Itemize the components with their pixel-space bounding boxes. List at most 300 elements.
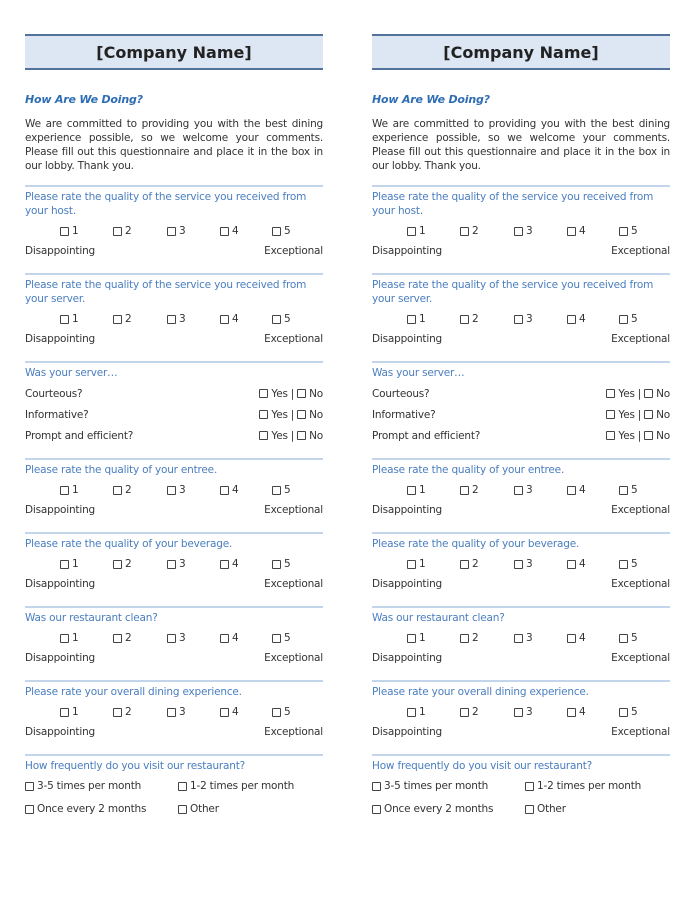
rating-option-4[interactable] bbox=[567, 221, 585, 241]
survey-section bbox=[25, 458, 323, 520]
checkbox[interactable] bbox=[619, 227, 628, 236]
checkbox[interactable] bbox=[272, 486, 281, 495]
frequency-row bbox=[25, 799, 323, 822]
rating-option-2[interactable] bbox=[460, 628, 478, 648]
rating-value: 5 bbox=[284, 706, 291, 718]
scale-high-label: Exceptional bbox=[264, 504, 323, 516]
no-label: No bbox=[656, 408, 670, 421]
rating-value: 5 bbox=[284, 632, 291, 644]
question-text: Please rate the quality of the service you received from your host. bbox=[25, 191, 307, 217]
survey-section bbox=[372, 680, 670, 742]
checkbox[interactable] bbox=[60, 634, 69, 643]
rating-option-3[interactable] bbox=[514, 628, 532, 648]
checkbox[interactable] bbox=[619, 708, 628, 717]
yesno-answers bbox=[606, 409, 670, 421]
rating-option-3[interactable] bbox=[167, 309, 185, 329]
rating-value: 3 bbox=[179, 632, 186, 644]
scale-labels bbox=[25, 329, 323, 349]
rating-option-1[interactable] bbox=[60, 480, 78, 500]
yesno-row bbox=[372, 425, 670, 446]
rating-option-4[interactable] bbox=[567, 554, 585, 574]
yesno-list bbox=[372, 383, 670, 446]
checkbox[interactable] bbox=[272, 227, 281, 236]
frequency-option[interactable] bbox=[525, 776, 641, 796]
checkbox[interactable] bbox=[606, 389, 615, 398]
rating-option-3[interactable] bbox=[514, 480, 532, 500]
rating-value: 3 bbox=[179, 313, 186, 325]
frequency-row bbox=[372, 799, 670, 822]
rating-option-2[interactable] bbox=[113, 309, 131, 329]
rating-option-1[interactable] bbox=[407, 702, 425, 722]
checkbox[interactable] bbox=[113, 486, 122, 495]
rating-options bbox=[25, 221, 323, 241]
rating-value: 5 bbox=[631, 225, 638, 237]
frequency-option-label: Other bbox=[190, 803, 219, 815]
question-text: How frequently do you visit our restaurant? bbox=[25, 760, 245, 772]
frequency-option[interactable] bbox=[178, 799, 219, 819]
checkbox[interactable] bbox=[514, 315, 523, 324]
rating-option-5[interactable] bbox=[272, 309, 290, 329]
rating-value: 4 bbox=[579, 706, 586, 718]
scale-labels bbox=[25, 722, 323, 742]
question-text: Please rate the quality of the service you received from your host. bbox=[372, 191, 654, 217]
rating-option-5[interactable] bbox=[272, 628, 290, 648]
rating-option-1[interactable] bbox=[407, 480, 425, 500]
rating-value: 5 bbox=[631, 313, 638, 325]
scale-labels bbox=[25, 648, 323, 668]
checkbox[interactable] bbox=[167, 560, 176, 569]
rating-option-2[interactable] bbox=[460, 480, 478, 500]
scale-low-label: Disappointing bbox=[372, 333, 442, 345]
frequency-option-label: 1-2 times per month bbox=[537, 780, 642, 792]
checkbox[interactable] bbox=[220, 315, 229, 324]
yes-label: Yes bbox=[271, 408, 288, 421]
rating-value: 1 bbox=[72, 632, 79, 644]
question-text: Please rate the quality of your beverage. bbox=[372, 538, 580, 550]
no-label: No bbox=[309, 387, 323, 400]
rating-option-2[interactable] bbox=[460, 309, 478, 329]
checkbox[interactable] bbox=[514, 227, 523, 236]
separator: | bbox=[290, 429, 295, 442]
yesno-item-label: Informative? bbox=[372, 408, 436, 421]
rating-value: 3 bbox=[526, 225, 533, 237]
rating-option-1[interactable] bbox=[60, 554, 78, 574]
yes-label: Yes bbox=[271, 387, 288, 400]
survey-section bbox=[372, 458, 670, 520]
checkbox[interactable] bbox=[297, 389, 306, 398]
checkbox[interactable] bbox=[460, 708, 469, 717]
survey-section bbox=[372, 361, 670, 446]
scale-high-label: Exceptional bbox=[264, 333, 323, 345]
scale-low-label: Disappointing bbox=[372, 652, 442, 664]
rating-options bbox=[372, 702, 670, 722]
frequency-option[interactable] bbox=[372, 776, 488, 796]
yesno-row bbox=[25, 383, 323, 404]
rating-option-5[interactable] bbox=[619, 221, 637, 241]
checkbox[interactable] bbox=[113, 708, 122, 717]
rating-option-5[interactable] bbox=[619, 480, 637, 500]
rating-value: 1 bbox=[419, 558, 426, 570]
rating-option-5[interactable] bbox=[272, 480, 290, 500]
rating-option-4[interactable] bbox=[220, 309, 238, 329]
rating-option-3[interactable] bbox=[167, 702, 185, 722]
scale-high-label: Exceptional bbox=[264, 652, 323, 664]
rating-option-4[interactable] bbox=[220, 628, 238, 648]
rating-option-2[interactable] bbox=[460, 221, 478, 241]
rating-option-5[interactable] bbox=[272, 554, 290, 574]
yesno-answers bbox=[259, 388, 323, 400]
rating-value: 5 bbox=[284, 484, 291, 496]
checkbox[interactable] bbox=[178, 805, 187, 814]
rating-value: 2 bbox=[125, 558, 132, 570]
rating-value: 2 bbox=[472, 558, 479, 570]
checkbox[interactable] bbox=[407, 708, 416, 717]
no-option[interactable] bbox=[297, 430, 323, 442]
rating-options bbox=[25, 628, 323, 648]
frequency-option-label: Once every 2 months bbox=[384, 803, 494, 815]
no-option[interactable] bbox=[297, 388, 323, 400]
rating-value: 2 bbox=[125, 225, 132, 237]
company-name: [Company Name] bbox=[25, 34, 323, 70]
checkbox[interactable] bbox=[25, 782, 34, 791]
scale-low-label: Disappointing bbox=[372, 245, 442, 257]
rating-value: 3 bbox=[526, 632, 533, 644]
yesno-item-label: Prompt and efficient? bbox=[25, 429, 134, 442]
checkbox[interactable] bbox=[220, 708, 229, 717]
checkbox[interactable] bbox=[60, 560, 69, 569]
rating-option-3[interactable] bbox=[514, 554, 532, 574]
survey-heading: How Are We Doing? bbox=[372, 93, 490, 106]
rating-value: 4 bbox=[579, 632, 586, 644]
checkbox[interactable] bbox=[644, 410, 653, 419]
scale-labels bbox=[372, 648, 670, 668]
checkbox[interactable] bbox=[297, 431, 306, 440]
separator: | bbox=[637, 387, 642, 400]
scale-labels bbox=[25, 574, 323, 594]
rating-value: 5 bbox=[631, 558, 638, 570]
rating-value: 1 bbox=[419, 632, 426, 644]
rating-value: 5 bbox=[284, 558, 291, 570]
separator: | bbox=[290, 387, 295, 400]
yesno-answers bbox=[259, 430, 323, 442]
checkbox[interactable] bbox=[297, 410, 306, 419]
no-option[interactable] bbox=[297, 409, 323, 421]
frequency-option[interactable] bbox=[372, 799, 493, 819]
checkbox[interactable] bbox=[525, 805, 534, 814]
rating-value: 3 bbox=[179, 225, 186, 237]
rating-value: 1 bbox=[72, 313, 79, 325]
checkbox[interactable] bbox=[567, 560, 576, 569]
yes-label: Yes bbox=[618, 408, 635, 421]
rating-value: 4 bbox=[232, 484, 239, 496]
checkbox[interactable] bbox=[619, 315, 628, 324]
checkbox[interactable] bbox=[407, 315, 416, 324]
rating-option-2[interactable] bbox=[460, 702, 478, 722]
checkbox[interactable] bbox=[525, 782, 534, 791]
no-option[interactable] bbox=[644, 388, 670, 400]
yes-option[interactable] bbox=[259, 388, 287, 400]
checkbox[interactable] bbox=[567, 227, 576, 236]
checkbox[interactable] bbox=[167, 315, 176, 324]
checkbox[interactable] bbox=[60, 486, 69, 495]
scale-low-label: Disappointing bbox=[372, 726, 442, 738]
frequency-option-label: 3-5 times per month bbox=[37, 780, 142, 792]
rating-option-5[interactable] bbox=[619, 628, 637, 648]
checkbox[interactable] bbox=[460, 315, 469, 324]
checkbox[interactable] bbox=[25, 805, 34, 814]
scale-high-label: Exceptional bbox=[264, 245, 323, 257]
frequency-option[interactable] bbox=[178, 776, 294, 796]
checkbox[interactable] bbox=[272, 708, 281, 717]
survey-section bbox=[372, 606, 670, 668]
rating-option-3[interactable] bbox=[167, 480, 185, 500]
separator: | bbox=[290, 408, 295, 421]
yesno-list bbox=[25, 383, 323, 446]
rating-options bbox=[372, 221, 670, 241]
rating-option-3[interactable] bbox=[167, 554, 185, 574]
checkbox[interactable] bbox=[167, 486, 176, 495]
rating-option-5[interactable] bbox=[619, 702, 637, 722]
checkbox[interactable] bbox=[606, 410, 615, 419]
rating-value: 5 bbox=[284, 313, 291, 325]
scale-high-label: Exceptional bbox=[611, 245, 670, 257]
checkbox[interactable] bbox=[407, 486, 416, 495]
yes-label: Yes bbox=[271, 429, 288, 442]
checkbox[interactable] bbox=[460, 486, 469, 495]
checkbox[interactable] bbox=[606, 431, 615, 440]
rating-value: 2 bbox=[125, 484, 132, 496]
rating-value: 2 bbox=[125, 632, 132, 644]
no-option[interactable] bbox=[644, 430, 670, 442]
checkbox[interactable] bbox=[372, 805, 381, 814]
question-text: Was your server… bbox=[25, 367, 118, 379]
rating-option-4[interactable] bbox=[220, 221, 238, 241]
checkbox[interactable] bbox=[407, 560, 416, 569]
rating-option-4[interactable] bbox=[567, 480, 585, 500]
checkbox[interactable] bbox=[272, 315, 281, 324]
rating-option-1[interactable] bbox=[60, 221, 78, 241]
yes-option[interactable] bbox=[606, 409, 634, 421]
survey-section bbox=[25, 754, 323, 822]
frequency-option[interactable] bbox=[25, 799, 146, 819]
rating-option-2[interactable] bbox=[113, 702, 131, 722]
rating-value: 3 bbox=[526, 313, 533, 325]
yes-option[interactable] bbox=[606, 388, 634, 400]
rating-option-3[interactable] bbox=[514, 702, 532, 722]
survey-section bbox=[25, 185, 323, 261]
frequency-row bbox=[25, 776, 323, 799]
yesno-item-label: Informative? bbox=[25, 408, 89, 421]
checkbox[interactable] bbox=[460, 560, 469, 569]
no-label: No bbox=[656, 429, 670, 442]
checkbox[interactable] bbox=[644, 431, 653, 440]
frequency-option-label: Other bbox=[537, 803, 566, 815]
scale-high-label: Exceptional bbox=[611, 578, 670, 590]
checkbox[interactable] bbox=[619, 634, 628, 643]
yes-option[interactable] bbox=[259, 430, 287, 442]
rating-option-2[interactable] bbox=[113, 480, 131, 500]
rating-value: 4 bbox=[579, 558, 586, 570]
checkbox[interactable] bbox=[259, 389, 268, 398]
yesno-item-label: Prompt and efficient? bbox=[372, 429, 481, 442]
checkbox[interactable] bbox=[220, 486, 229, 495]
frequency-option[interactable] bbox=[525, 799, 566, 819]
scale-labels bbox=[25, 500, 323, 520]
rating-option-5[interactable] bbox=[272, 221, 290, 241]
checkbox[interactable] bbox=[259, 431, 268, 440]
scale-labels bbox=[372, 241, 670, 261]
checkbox[interactable] bbox=[259, 410, 268, 419]
checkbox[interactable] bbox=[514, 486, 523, 495]
checkbox[interactable] bbox=[407, 227, 416, 236]
question-text: Please rate the quality of the service you received from your server. bbox=[372, 279, 654, 305]
checkbox[interactable] bbox=[514, 708, 523, 717]
checkbox[interactable] bbox=[220, 227, 229, 236]
scale-low-label: Disappointing bbox=[25, 726, 95, 738]
checkbox[interactable] bbox=[514, 634, 523, 643]
scale-high-label: Exceptional bbox=[264, 578, 323, 590]
checkbox[interactable] bbox=[272, 634, 281, 643]
checkbox[interactable] bbox=[567, 708, 576, 717]
rating-option-2[interactable] bbox=[113, 554, 131, 574]
yesno-item-label: Courteous? bbox=[372, 387, 430, 400]
rating-option-5[interactable] bbox=[272, 702, 290, 722]
rating-value: 2 bbox=[125, 706, 132, 718]
yes-label: Yes bbox=[618, 429, 635, 442]
checkbox[interactable] bbox=[60, 708, 69, 717]
checkbox[interactable] bbox=[567, 634, 576, 643]
no-label: No bbox=[656, 387, 670, 400]
rating-value: 1 bbox=[419, 484, 426, 496]
rating-option-5[interactable] bbox=[619, 554, 637, 574]
rating-value: 2 bbox=[472, 706, 479, 718]
question-text: Was your server… bbox=[372, 367, 465, 379]
rating-value: 1 bbox=[72, 225, 79, 237]
scale-labels bbox=[25, 241, 323, 261]
checkbox[interactable] bbox=[167, 708, 176, 717]
rating-value: 3 bbox=[526, 484, 533, 496]
checkbox[interactable] bbox=[514, 560, 523, 569]
rating-option-1[interactable] bbox=[407, 221, 425, 241]
rating-value: 1 bbox=[419, 313, 426, 325]
question-text: Please rate the quality of your entree. bbox=[372, 464, 565, 476]
rating-value: 5 bbox=[631, 484, 638, 496]
yesno-row bbox=[372, 404, 670, 425]
yesno-row bbox=[372, 383, 670, 404]
rating-value: 1 bbox=[72, 558, 79, 570]
rating-option-4[interactable] bbox=[220, 554, 238, 574]
rating-value: 4 bbox=[579, 313, 586, 325]
rating-value: 3 bbox=[526, 558, 533, 570]
checkbox[interactable] bbox=[113, 227, 122, 236]
scale-low-label: Disappointing bbox=[25, 504, 95, 516]
rating-option-3[interactable] bbox=[514, 309, 532, 329]
checkbox[interactable] bbox=[220, 634, 229, 643]
checkbox[interactable] bbox=[272, 560, 281, 569]
scale-high-label: Exceptional bbox=[611, 504, 670, 516]
rating-option-3[interactable] bbox=[167, 628, 185, 648]
checkbox[interactable] bbox=[407, 634, 416, 643]
checkbox[interactable] bbox=[220, 560, 229, 569]
yes-option[interactable] bbox=[259, 409, 287, 421]
rating-option-1[interactable] bbox=[60, 702, 78, 722]
rating-value: 5 bbox=[284, 225, 291, 237]
rating-option-1[interactable] bbox=[60, 309, 78, 329]
checkbox[interactable] bbox=[567, 315, 576, 324]
survey-section bbox=[25, 273, 323, 349]
rating-option-2[interactable] bbox=[460, 554, 478, 574]
yesno-answers bbox=[606, 430, 670, 442]
scale-low-label: Disappointing bbox=[25, 333, 95, 345]
rating-option-3[interactable] bbox=[514, 221, 532, 241]
rating-option-5[interactable] bbox=[619, 309, 637, 329]
checkbox[interactable] bbox=[460, 227, 469, 236]
rating-option-4[interactable] bbox=[567, 702, 585, 722]
rating-value: 4 bbox=[232, 225, 239, 237]
rating-option-4[interactable] bbox=[567, 628, 585, 648]
checkbox[interactable] bbox=[460, 634, 469, 643]
checkbox[interactable] bbox=[113, 634, 122, 643]
rating-value: 2 bbox=[472, 225, 479, 237]
rating-options bbox=[25, 702, 323, 722]
scale-low-label: Disappointing bbox=[372, 578, 442, 590]
rating-option-4[interactable] bbox=[220, 702, 238, 722]
checkbox[interactable] bbox=[60, 315, 69, 324]
rating-option-4[interactable] bbox=[220, 480, 238, 500]
rating-option-1[interactable] bbox=[407, 554, 425, 574]
rating-option-4[interactable] bbox=[567, 309, 585, 329]
scale-labels bbox=[372, 329, 670, 349]
yesno-row bbox=[25, 404, 323, 425]
checkbox[interactable] bbox=[619, 486, 628, 495]
rating-value: 1 bbox=[72, 706, 79, 718]
survey-section bbox=[25, 361, 323, 446]
checkbox[interactable] bbox=[113, 315, 122, 324]
frequency-row bbox=[372, 776, 670, 799]
rating-value: 3 bbox=[179, 706, 186, 718]
checkbox[interactable] bbox=[167, 634, 176, 643]
checkbox[interactable] bbox=[372, 782, 381, 791]
checkbox[interactable] bbox=[178, 782, 187, 791]
yes-option[interactable] bbox=[606, 430, 634, 442]
rating-option-1[interactable] bbox=[60, 628, 78, 648]
rating-value: 4 bbox=[579, 225, 586, 237]
rating-option-1[interactable] bbox=[407, 628, 425, 648]
rating-value: 1 bbox=[419, 706, 426, 718]
scale-high-label: Exceptional bbox=[264, 726, 323, 738]
checkbox[interactable] bbox=[644, 389, 653, 398]
checkbox[interactable] bbox=[60, 227, 69, 236]
rating-value: 4 bbox=[579, 484, 586, 496]
question-text: Please rate the quality of the service you received from your server. bbox=[25, 279, 307, 305]
scale-high-label: Exceptional bbox=[611, 726, 670, 738]
scale-low-label: Disappointing bbox=[25, 652, 95, 664]
no-option[interactable] bbox=[644, 409, 670, 421]
rating-option-1[interactable] bbox=[407, 309, 425, 329]
checkbox[interactable] bbox=[567, 486, 576, 495]
checkbox[interactable] bbox=[167, 227, 176, 236]
checkbox[interactable] bbox=[113, 560, 122, 569]
rating-option-2[interactable] bbox=[113, 221, 131, 241]
rating-options bbox=[25, 309, 323, 329]
rating-value: 2 bbox=[125, 313, 132, 325]
frequency-option[interactable] bbox=[25, 776, 141, 796]
rating-value: 3 bbox=[179, 558, 186, 570]
checkbox[interactable] bbox=[619, 560, 628, 569]
rating-option-3[interactable] bbox=[167, 221, 185, 241]
company-name: [Company Name] bbox=[372, 34, 670, 70]
rating-option-2[interactable] bbox=[113, 628, 131, 648]
